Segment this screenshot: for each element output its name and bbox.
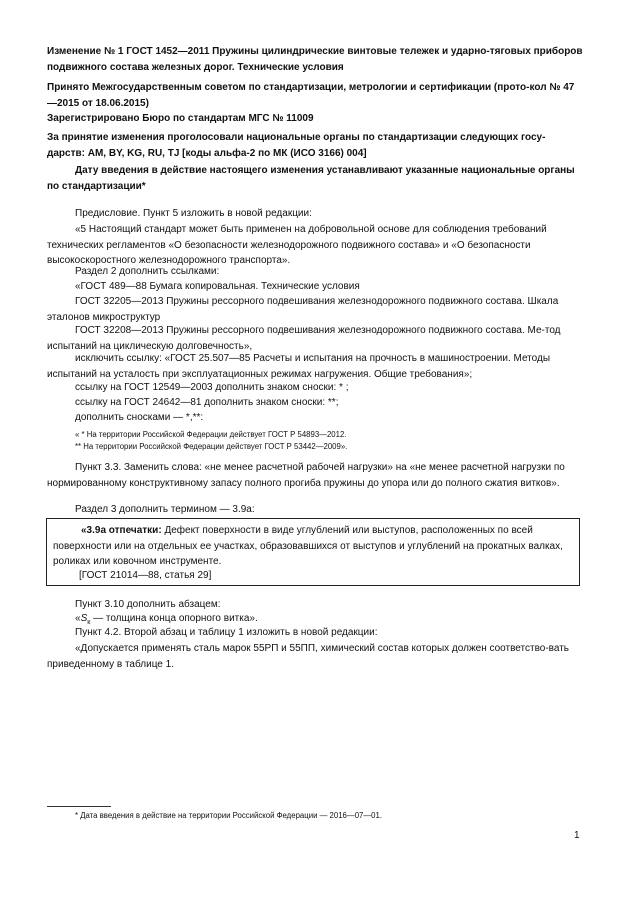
symbol-subscript: к <box>87 619 91 626</box>
paragraph-clause-4-2: Пункт 4.2. Второй абзац и таблицу 1 изложить в новой редакции: <box>75 627 378 638</box>
paragraph-ref-24642: ссылку на ГОСТ 24642—81 дополнить знаком сноски: **; <box>75 397 339 408</box>
registration-note: Зарегистрировано Бюро по стандартам МГС № 11009 <box>47 113 314 124</box>
paragraph-sk-definition: «$S_к$ — толщина конца опорного витка». <box>75 613 258 626</box>
footnote-separator <box>47 806 111 807</box>
paragraph-gost32205: ГОСТ 32205—2013 Пружины рессорного подвешивания железнодорожного подвижного состава. Шкала эталонов микроструктур <box>47 296 559 323</box>
paragraph-add-footnotes: дополнить сносками — *,**: <box>75 412 204 423</box>
paragraph-ref-12549: ссылку на ГОСТ 12549—2003 дополнить знаком сноски: * ; <box>75 382 349 393</box>
paragraph-clause-3-3: Пункт 3.3. Заменить слова: «не менее расчетной рабочей нагрузки» на «не менее расчетной нагрузки по нормированному конструктивному запасу полного прогиба пружины до упора или до полного сжатия витков». <box>47 462 565 489</box>
term-definition: Дефект поверхности в виде углублений или выступов, расположенных по всей поверхности или на отдельных ее участках, образовавшихся от выступов и углублений на прокатных валках, роликах или ковочном инструменте. <box>53 525 563 567</box>
term-source-reference: [ГОСТ 21014—88, статья 29] <box>79 570 212 581</box>
paragraph-gost489: «ГОСТ 489—88 Бумага копировальная. Технические условия <box>75 281 360 292</box>
change-title: Изменение № 1 ГОСТ 1452—2011 Пружины цилиндрические винтовые тележек и ударно-тяговых приборов подвижного состава железных дорог. Технические условия <box>47 46 583 73</box>
adoption-note: Принято Межгосударственным советом по стандартизации, метрологии и сертификации (прото-кол № 47—2015 от 18.06.2015) <box>47 82 575 109</box>
inline-footnote-1: « * На территории Российской Федерации действует ГОСТ Р 54893—2012. <box>75 430 347 439</box>
page-number: 1 <box>574 830 580 841</box>
paragraph-clause-3-10: Пункт 3.10 дополнить абзацем: <box>75 599 221 610</box>
paragraph-preface: Предисловие. Пункт 5 изложить в новой редакции: <box>75 208 312 219</box>
footnote-effective-date: * Дата введения в действие на территории Российской Федерации — 2016—07—01. <box>75 811 382 820</box>
inline-footnote-2: ** На территории Российской Федерации действует ГОСТ Р 53442—2009». <box>75 442 348 451</box>
effective-date-note: Дату введения в действие настоящего изменения устанавливают указанные национальные органы по стандартизации* <box>47 165 575 192</box>
paragraph-section3: Раздел 3 дополнить термином — 3.9а: <box>75 504 255 515</box>
term-name: «3.9а отпечатки: <box>81 525 162 536</box>
paragraph-clause5: «5 Настоящий стандарт может быть применен на добровольной основе для соблюдения требований технических регламентов «О безопасности железнодорожного подвижного состава» и «О безопасности высокоскоростного железнодорожного транспорта». <box>47 224 547 266</box>
paragraph-section2: Раздел 2 дополнить ссылками: <box>75 266 220 277</box>
term-definition-text <box>53 523 579 570</box>
symbol-s: S <box>80 613 88 624</box>
paragraph-steel-grades: «Допускается применять сталь марок 55РП и 55ПП, химический состав которых должен соответство-вать приведенному в таблице 1. <box>47 643 569 670</box>
term-definition-box <box>46 518 580 586</box>
paragraph-gost32208: ГОСТ 32208—2013 Пружины рессорного подвешивания железнодорожного подвижного состава. Ме-тод испытаний на циклическую долговечность», <box>47 325 561 352</box>
paragraph-exclude-ref: исключить ссылку: «ГОСТ 25.507—85 Расчеты и испытания на прочность в машиностроении. Методы испытаний на усталость при эксплуатационных режимах нагружения. Общие требования»; <box>47 353 551 380</box>
voting-note: За принятие изменения проголосовали национальные органы по стандартизации следующих госу-дарств: AM, BY, KG, RU, TJ [коды альфа-2 по МК (ИСО 3166) 004] <box>47 132 546 159</box>
